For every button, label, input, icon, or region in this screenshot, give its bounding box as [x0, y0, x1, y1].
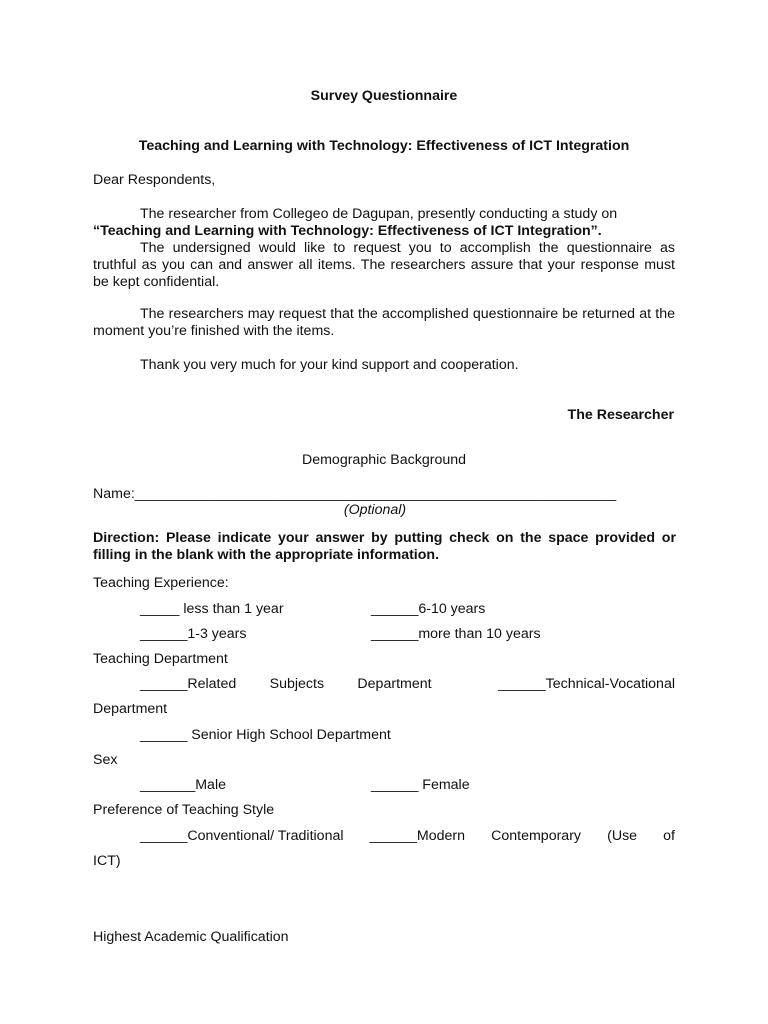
salutation: Dear Respondents, — [93, 172, 216, 188]
thanks-paragraph: Thank you very much for your kind support and cooperation. — [140, 357, 519, 373]
study-title: “Teaching and Learning with Technology: Effectiveness of ICT Integration”. — [93, 223, 602, 239]
intro-line: The researcher from Collegeo de Dagupan, presently conducting a study on — [140, 206, 618, 222]
teaching-style-options-row — [140, 828, 675, 845]
return-paragraph — [93, 306, 675, 340]
option-conventional[interactable]: ______Conventional/ Traditional — [140, 828, 344, 844]
sex-label: Sex — [93, 752, 118, 768]
department-continuation: Department — [93, 701, 168, 717]
option-less-than-1-year[interactable]: _____ less than 1 year — [140, 601, 284, 617]
option-female[interactable]: ______ Female — [371, 777, 470, 793]
option-modern[interactable]: ______Modern — [369, 828, 466, 844]
section-title: Demographic Background — [301, 452, 467, 468]
option-related-subjects-word3: Department — [357, 676, 432, 692]
option-technical-vocational[interactable]: ______Technical-Vocational — [498, 676, 675, 692]
option-related-subjects[interactable]: ______Related — [140, 676, 237, 692]
name-field[interactable]: Name:_____________________________________________________________ — [93, 486, 617, 502]
intro-paragraph — [93, 206, 675, 291]
option-senior-high-school[interactable]: ______ Senior High School Department — [140, 727, 391, 743]
teaching-department-label: Teaching Department — [93, 651, 228, 667]
option-1-3-years[interactable]: ______1-3 years — [140, 626, 247, 642]
optional-note: (Optional) — [343, 502, 407, 518]
teaching-style-continuation: ICT) — [93, 853, 121, 869]
option-male[interactable]: _______Male — [140, 777, 226, 793]
return-text: The researchers may request that the accomplished questionnaire be returned at the moment you’re finished with the items. — [93, 306, 675, 339]
document-title: Survey Questionnaire — [310, 88, 458, 104]
option-more-than-10-years[interactable]: ______more than 10 years — [371, 626, 541, 642]
qualification-label: Highest Academic Qualification — [93, 929, 289, 945]
option-modern-word2: Contemporary — [491, 828, 582, 844]
option-modern-word3: (Use — [607, 828, 638, 844]
request-paragraph: The undersigned would like to request you to accomplish the questionnaire as truthful as you can and answer all items. The researchers assure that your response must be kept confidential. — [93, 240, 675, 290]
department-options-row — [140, 676, 675, 693]
option-related-subjects-word2: Subjects — [269, 676, 325, 692]
option-6-10-years[interactable]: ______6-10 years — [371, 601, 486, 617]
direction-text: Direction: Please indicate your answer by putting check on the space provided or filling in the blank with the appropriate information. — [93, 530, 676, 563]
option-modern-word4: of — [663, 828, 675, 844]
teaching-experience-label: Teaching Experience: — [93, 575, 229, 591]
teaching-style-label: Preference of Teaching Style — [93, 802, 275, 818]
signature: The Researcher — [567, 407, 674, 423]
document-subtitle: Teaching and Learning with Technology: Effectiveness of ICT Integration — [138, 138, 630, 154]
